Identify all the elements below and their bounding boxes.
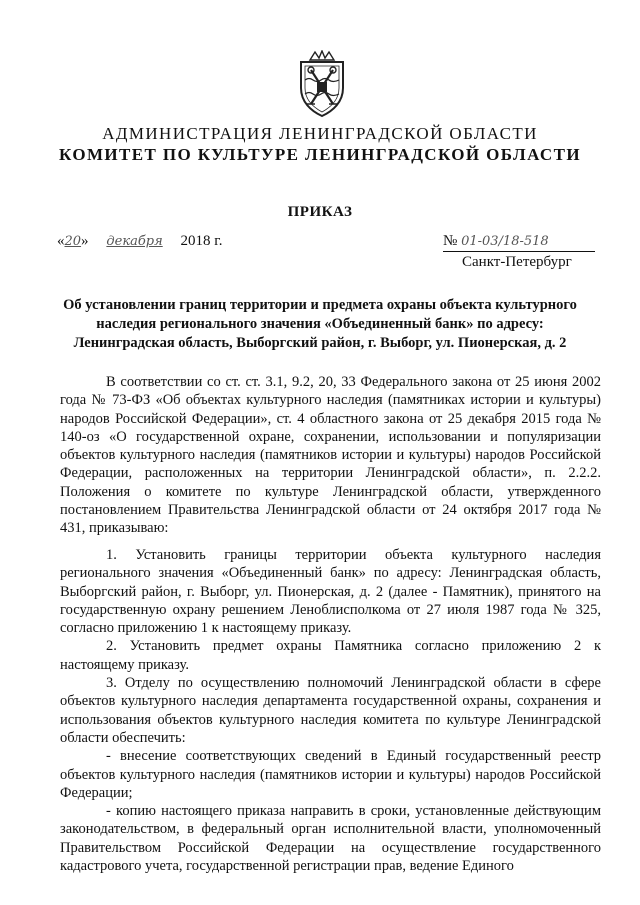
order-item: 3. Отделу по осуществлению полномочий Ленинградской области в сфере объектов культурного наследия департамента государственной охраны, сохранения и использования объектов культурного наследия комитета по культуре Ленинградской области обеспечить: bbox=[60, 675, 601, 746]
order-item: 1. Установить границы территории объекта культурного наследия регионального значения «Объединенный банк» по адресу: Ленинградская область, Выборгский район, г. Выборг, ул. Пионерская, д. 2 (далее - Памятник), принятого на государственную охрану решением Леноблисполкома от 27 июля 1987 года № 325, согласно приложению 1 к настоящему приказу. bbox=[60, 547, 601, 637]
number-prefix: № bbox=[443, 233, 458, 249]
order-items bbox=[60, 546, 601, 875]
date-day: 20 bbox=[64, 234, 82, 249]
order-item: 2. Установить предмет охраны Памятника согласно приложению 2 к настоящему приказу. bbox=[60, 638, 601, 673]
document-number bbox=[443, 233, 549, 250]
date-close-quote: » bbox=[81, 233, 89, 249]
order-item: - копию настоящего приказа направить в сроки, установленные действующим законодательством, в федеральный орган исполнительной власти, уполномоченный Правительством Российской Федерации на осуществление государственного кадастрового учета, государственной регистрации прав, ведение Единого bbox=[60, 803, 601, 875]
document-title: Об установлении границ территории и предмета охраны объекта культурного наследия регионального значения «Объединенный банк» по адресу: Ленинградская область, Выборгский район, г. Выборг, ул. Пионерская, д. 2 bbox=[63, 297, 577, 351]
date-open-quote: « bbox=[57, 233, 65, 249]
committee-name: КОМИТЕТ ПО КУЛЬТУРЕ ЛЕНИНГРАДСКОЙ ОБЛАСТИ bbox=[59, 145, 581, 164]
coat-of-arms-icon bbox=[293, 50, 351, 118]
document-type: ПРИКАЗ bbox=[287, 204, 353, 220]
number-value: 01-03/18-518 bbox=[461, 234, 549, 249]
date-month: декабря bbox=[106, 234, 163, 249]
document-date bbox=[57, 233, 223, 250]
preamble-block bbox=[60, 373, 601, 538]
preamble-paragraph: В соответствии со ст. ст. 3.1, 9.2, 20, 33 Федерального закона от 25 июня 2002 года № 73-ФЗ «Об объектах культурного наследия (памятниках истории и культуры) народов Российской Федерации», ст. 4 областного закона от 25 декабря 2015 года № 140-оз «О государственной охране, сохранении, использовании и популяризации объектов культурного наследия (памятников истории и культуры) народов Российской Федерации, расположенных на территории Ленинградской области», п. 2.2.2. Положения о комитете по культуре Ленинградской области, утвержденного постановлением Правительства Ленинградской области от 24 октября 2017 года № 431, приказываю: bbox=[60, 374, 601, 537]
organization-name: АДМИНИСТРАЦИЯ ЛЕНИНГРАДСКОЙ ОБЛАСТИ bbox=[102, 124, 538, 143]
date-year: 2018 г. bbox=[180, 233, 223, 249]
document-city: Санкт-Петербург bbox=[462, 254, 572, 270]
number-underline bbox=[443, 251, 595, 252]
order-item: - внесение соответствующих сведений в Единый государственный реестр объектов культурного наследия (памятников истории и культуры) народов Российской Федерации; bbox=[60, 748, 601, 801]
